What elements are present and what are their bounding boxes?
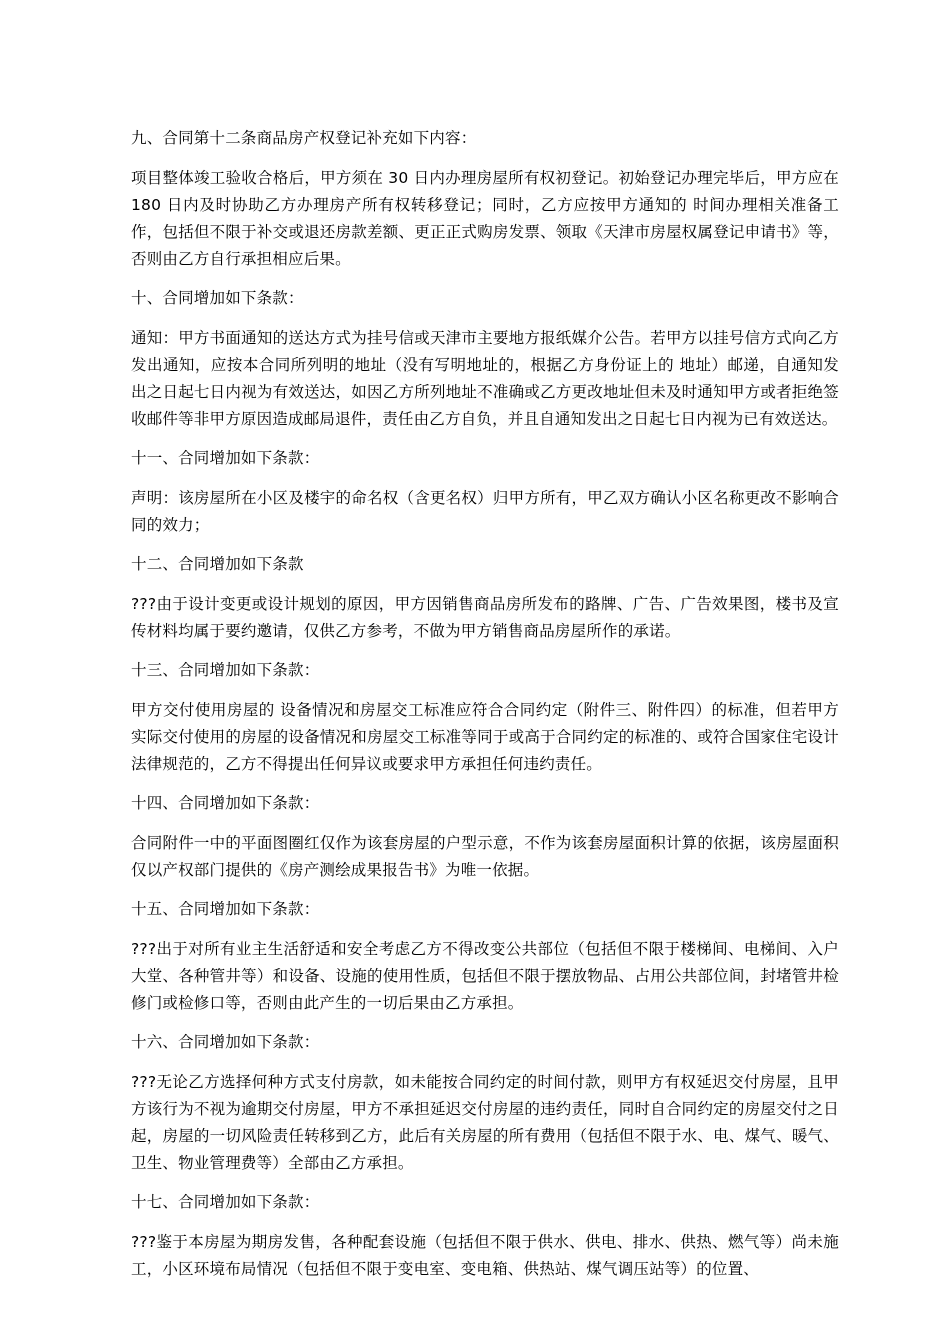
section-9-body: 项目整体竣工验收合格后，甲方须在 30 日内办理房屋所有权初登记。初始登记办理完毕后，甲方应在 180 日内及时协助乙方办理房产所有权转移登记；同时，乙方应按甲方通知的 时间办理相关准备工作，包括但不限于补交或退还房款差额、更正正式购房发票、领取《天津市房屋权属登记申请书》等，否则由乙方自行承担相应后果。 — [131, 169, 839, 268]
section-13-body: 甲方交付使用房屋的 设备情况和房屋交工标准应符合合同约定（附件三、附件四）的标准，但若甲方实际交付使用的房屋的设备情况和房屋交工标准等同于或高于合同约定的标准的、或符合国家住宅设计法律规范的，乙方不得提出任何异议或要求甲方承担任何违约责任。 — [131, 701, 839, 773]
section-12-heading: 十二、合同增加如下条款 — [131, 555, 304, 573]
section-11-body: 声明：该房屋所在小区及楼宇的命名权（含更名权）归甲方所有，甲乙双方确认小区名称更改不影响合同的效力； — [131, 489, 839, 534]
section-9-heading: 九、合同第十二条商品房产权登记补充如下内容： — [131, 129, 477, 147]
section-12-body: ???由于设计变更或设计规划的原因，甲方因销售商品房所发布的路牌、广告、广告效果图，楼书及宣传材料均属于要约邀请，仅供乙方参考，不做为甲方销售商品房屋所作的承诺。 — [131, 595, 839, 640]
section-17-body: ???鉴于本房屋为期房发售，各种配套设施（包括但不限于供水、供电、排水、供热、燃气等）尚未施工，小区环境布局情况（包括但不限于变电室、变电箱、供热站、煤气调压站等）的位置、 — [131, 1233, 839, 1278]
section-11-heading: 十一、合同增加如下条款： — [131, 449, 320, 467]
section-14-heading: 十四、合同增加如下条款： — [131, 794, 320, 812]
section-10-heading: 十、合同增加如下条款： — [131, 289, 304, 307]
section-15-heading: 十五、合同增加如下条款： — [131, 900, 320, 918]
section-14-body: 合同附件一中的平面图圈红仅作为该套房屋的户型示意，不作为该套房屋面积计算的依据，该房屋面积仅以产权部门提供的《房产测绘成果报告书》为唯一依据。 — [131, 834, 839, 879]
section-10-body: 通知：甲方书面通知的送达方式为挂号信或天津市主要地方报纸媒介公告。若甲方以挂号信方式向乙方发出通知，应按本合同所列明的地址（没有写明地址的，根据乙方身份证上的 地址）邮递，自通知发出之日起七日内视为有效送达，如因乙方所列地址不准确或乙方更改地址但未及时通知甲方或者拒绝签收邮件等非甲方原因造成邮局退件，责任由乙方自负，并且自通知发出之日起七日内视为已有效送达。 — [131, 329, 839, 428]
section-16-body: ???无论乙方选择何种方式支付房款，如未能按合同约定的时间付款，则甲方有权延迟交付房屋，且甲方该行为不视为逾期交付房屋，甲方不承担延迟交付房屋的违约责任，同时自合同约定的房屋交付之日起，房屋的一切风险责任转移到乙方，此后有关房屋的所有费用（包括但不限于水、电、煤气、暖气、卫生、物业管理费等）全部由乙方承担。 — [131, 1073, 839, 1172]
document-body — [131, 125, 839, 1295]
section-17-heading: 十七、合同增加如下条款： — [131, 1193, 320, 1211]
section-13-heading: 十三、合同增加如下条款： — [131, 661, 320, 679]
section-15-body: ???出于对所有业主生活舒适和安全考虑乙方不得改变公共部位（包括但不限于楼梯间、电梯间、入户大堂、各种管井等）和设备、设施的使用性质，包括但不限于摆放物品、占用公共部位间，封堵管井检修门或检修口等，否则由此产生的一切后果由乙方承担。 — [131, 940, 839, 1012]
section-16-heading: 十六、合同增加如下条款： — [131, 1033, 320, 1051]
